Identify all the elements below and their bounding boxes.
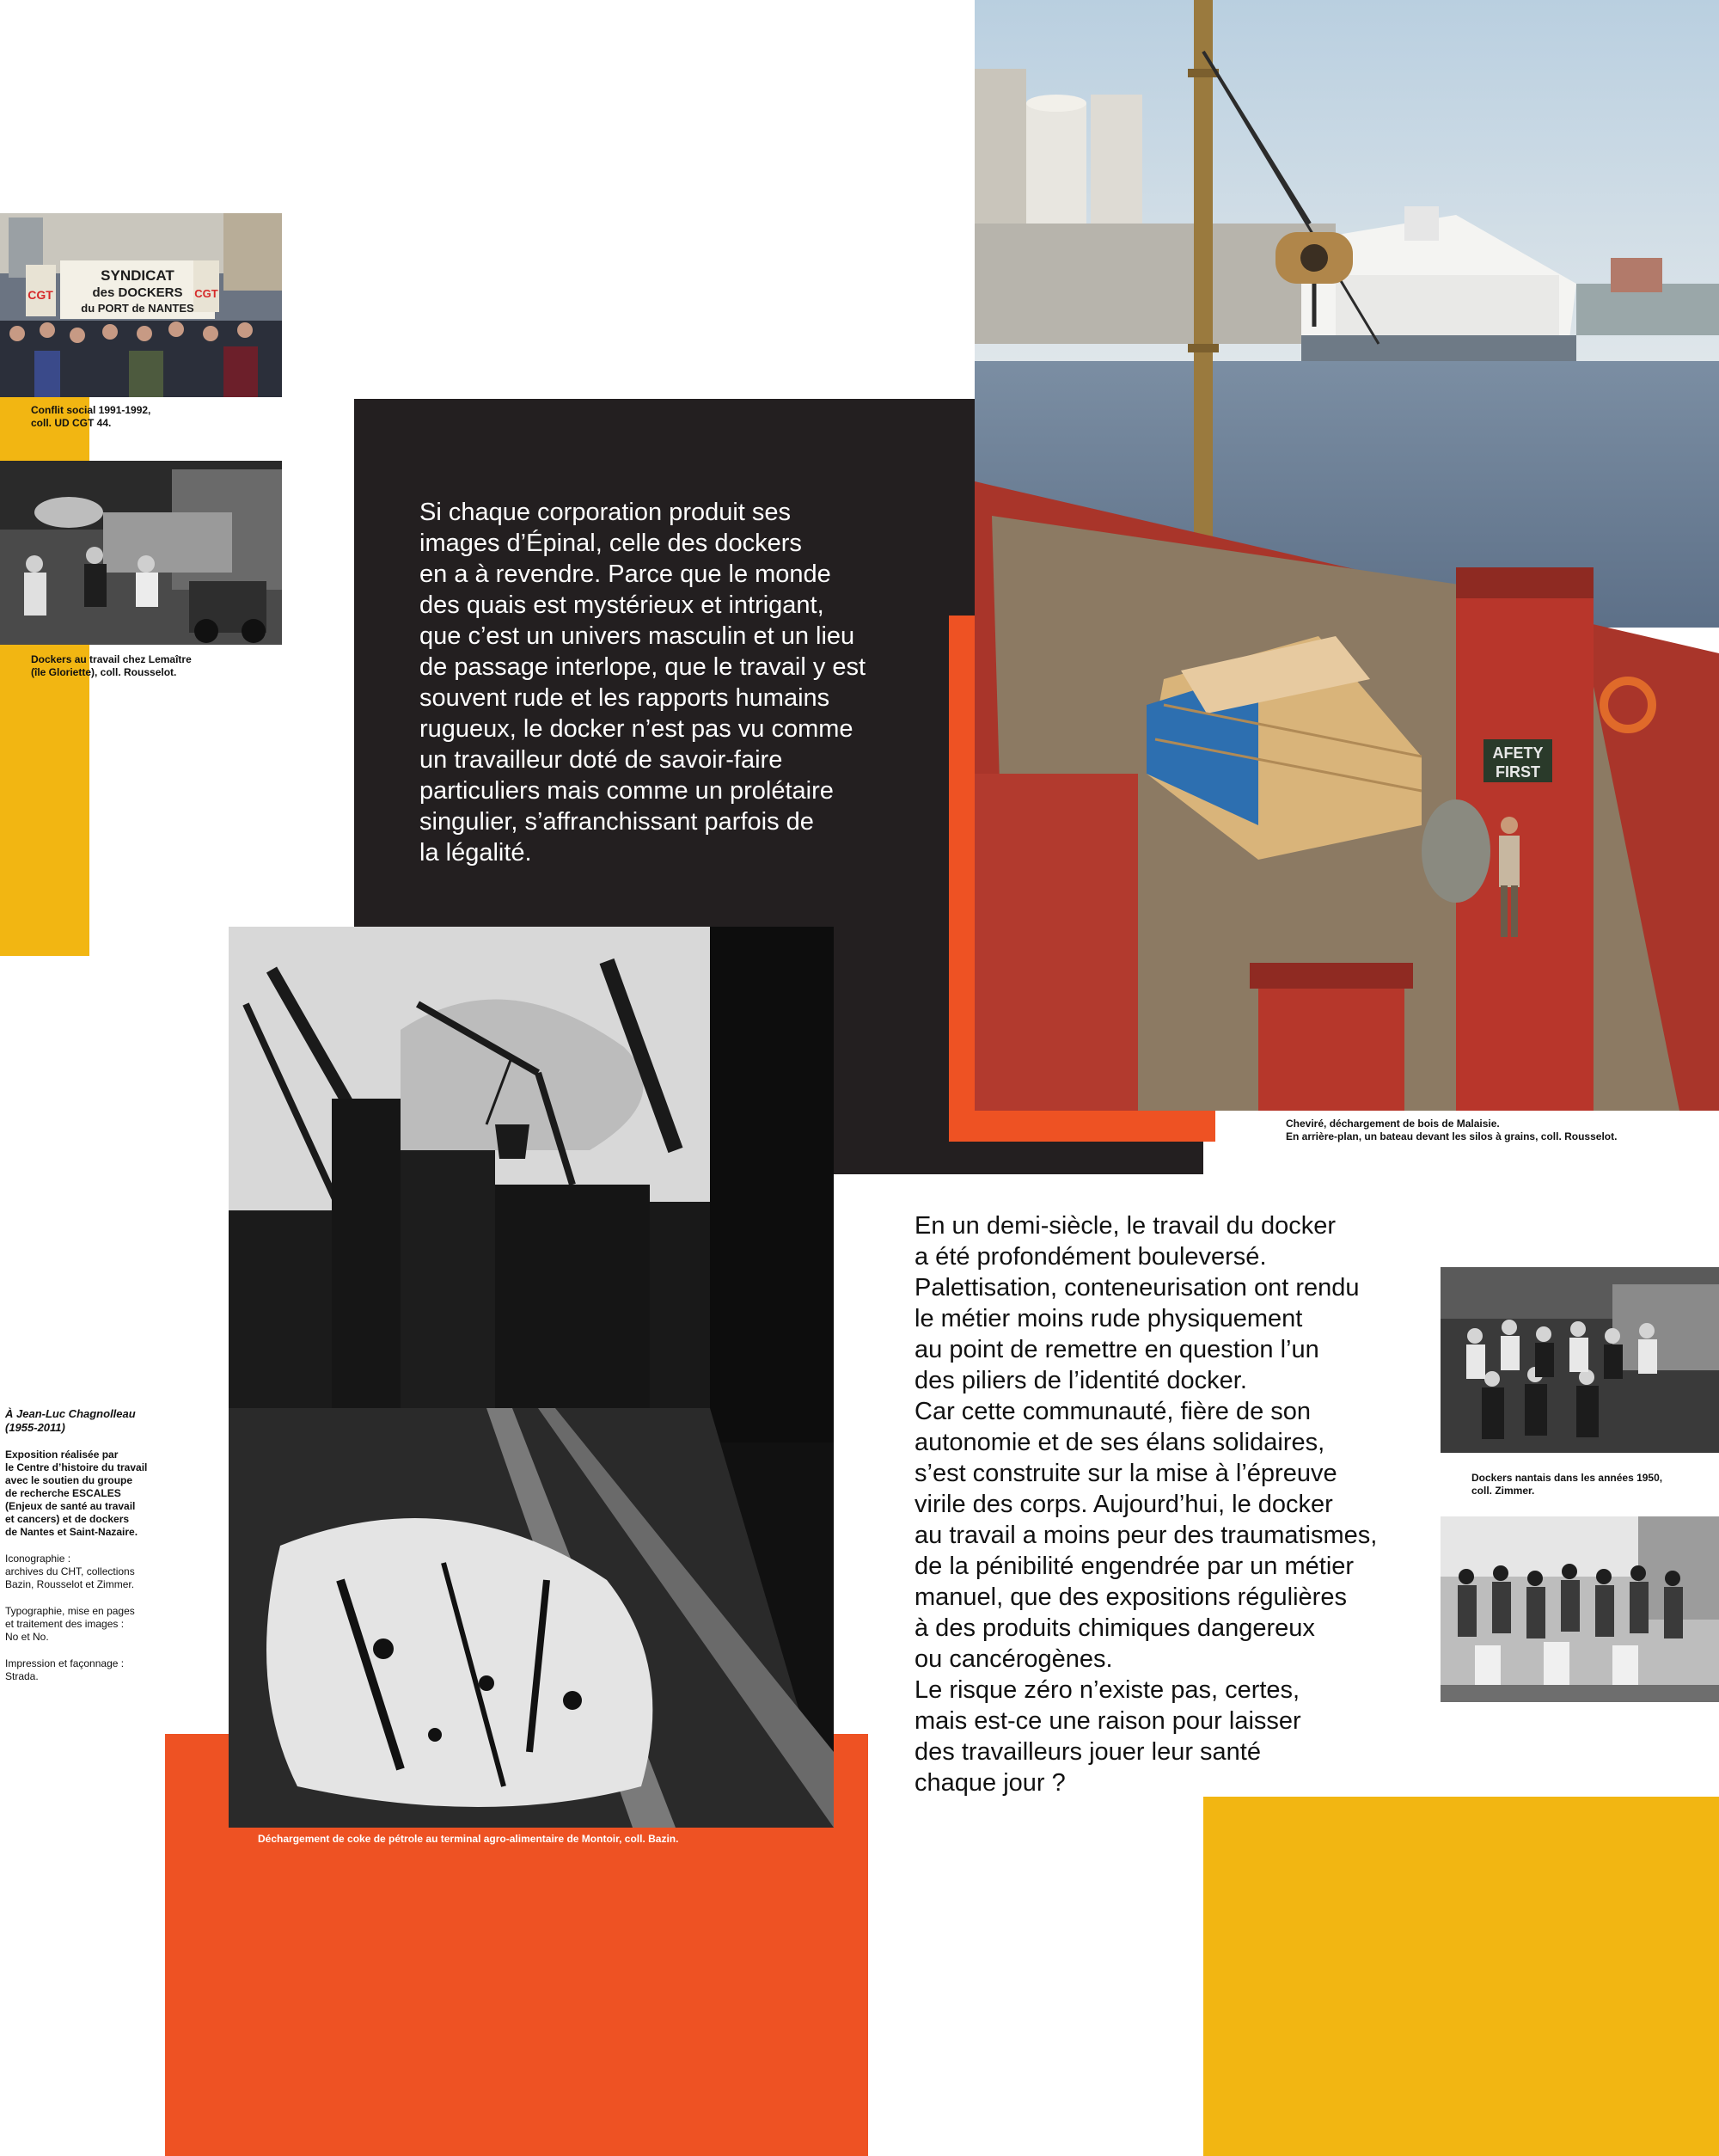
ship-photo — [975, 0, 1719, 1111]
banner-line-1: SYNDICAT — [101, 267, 174, 284]
banner-line-2: des DOCKERS — [92, 285, 183, 300]
safety-first-sign-line-1: AFETY — [1492, 744, 1544, 762]
caption-nantais: Dockers nantais dans les années 1950, coll. Zimmer. — [1471, 1472, 1663, 1497]
banner-cgt-left: CGT — [28, 288, 53, 302]
credits-block — [5, 1407, 168, 1697]
lemaitre-dockers-photo — [0, 461, 282, 645]
nantais-dockers-photo — [1441, 1267, 1719, 1453]
caption-lemaitre: Dockers au travail chez Lemaître (île Gloriette), coll. Rousselot. — [31, 653, 192, 678]
intro-text: Si chaque corporation produit ses images d’Épinal, celle des dockers en a à revendre. Parce que le monde des quais est mystérieux et intrigant, que c’est un univers masculin et un lieu de passage interlope, que le travail y est souvent rude et les rapports humains rugueux, le docker n’est pas vu comme un travailleur doté de savoir-faire particuliers mais comme un prolétaire singulier, s’affranchissant parfois de la légalité. — [419, 499, 866, 867]
body-text: En un demi-siècle, le travail du docker a été profondément bouleversé. Palettisation, conteneurisation ont rendu le métier moins rude physiquement au point de remettre en question l’un des piliers de l’identité docker. Car cette communauté, fière de son autonomie et de ses élans solidaires, s’est construite sur la mise à l’épreuve virile des corps. Aujourd’hui, le docker au travail a moins peur des traumatismes, de la pénibilité engendrée par un métier manuel, que des expositions régulières à des produits chimiques dangereux ou cancérogènes. Le risque zéro n’existe pas, certes, mais est-ce une raison pour laisser des travailleurs jouer leur santé chaque jour ? — [915, 1212, 1378, 1797]
banner-line-3: du PORT de NANTES — [81, 302, 194, 315]
caption-protest: Conflit social 1991-1992, coll. UD CGT 44. — [31, 404, 151, 429]
banner-cgt-right: CGT — [194, 287, 218, 300]
dedication-line-2: (1955-2011) — [5, 1421, 65, 1434]
typographie-credit: Typographie, mise en pages et traitement des images : No et No. — [5, 1605, 135, 1643]
caption-ship: Cheviré, déchargement de bois de Malaisie. En arrière-plan, un bateau devant les silos à grains, coll. Rousselot. — [1286, 1118, 1618, 1142]
exposition-credit: Exposition réalisée par le Centre d’histoire du travail avec le soutien du groupe de recherche ESCALES (Enjeux de santé au travail et cancers) et de dockers de Nantes et Saint-Nazaire. — [5, 1449, 148, 1538]
dockers-group-photo — [1441, 1516, 1719, 1702]
protest-photo — [0, 213, 282, 397]
coke-unloading-photo — [229, 927, 834, 1828]
iconographie-credit: Iconographie : archives du CHT, collections Bazin, Rousselot et Zimmer. — [5, 1553, 135, 1590]
impression-credit: Impression et façonnage : Strada. — [5, 1657, 125, 1682]
caption-coke: Déchargement de coke de pétrole au terminal agro-alimentaire de Montoir, coll. Bazin. — [258, 1833, 679, 1845]
yellow-block-bottom-right — [1203, 1797, 1719, 2156]
safety-first-sign-line-2: FIRST — [1496, 763, 1540, 781]
dedication-line-1: À Jean-Luc Chagnolleau — [5, 1407, 136, 1420]
